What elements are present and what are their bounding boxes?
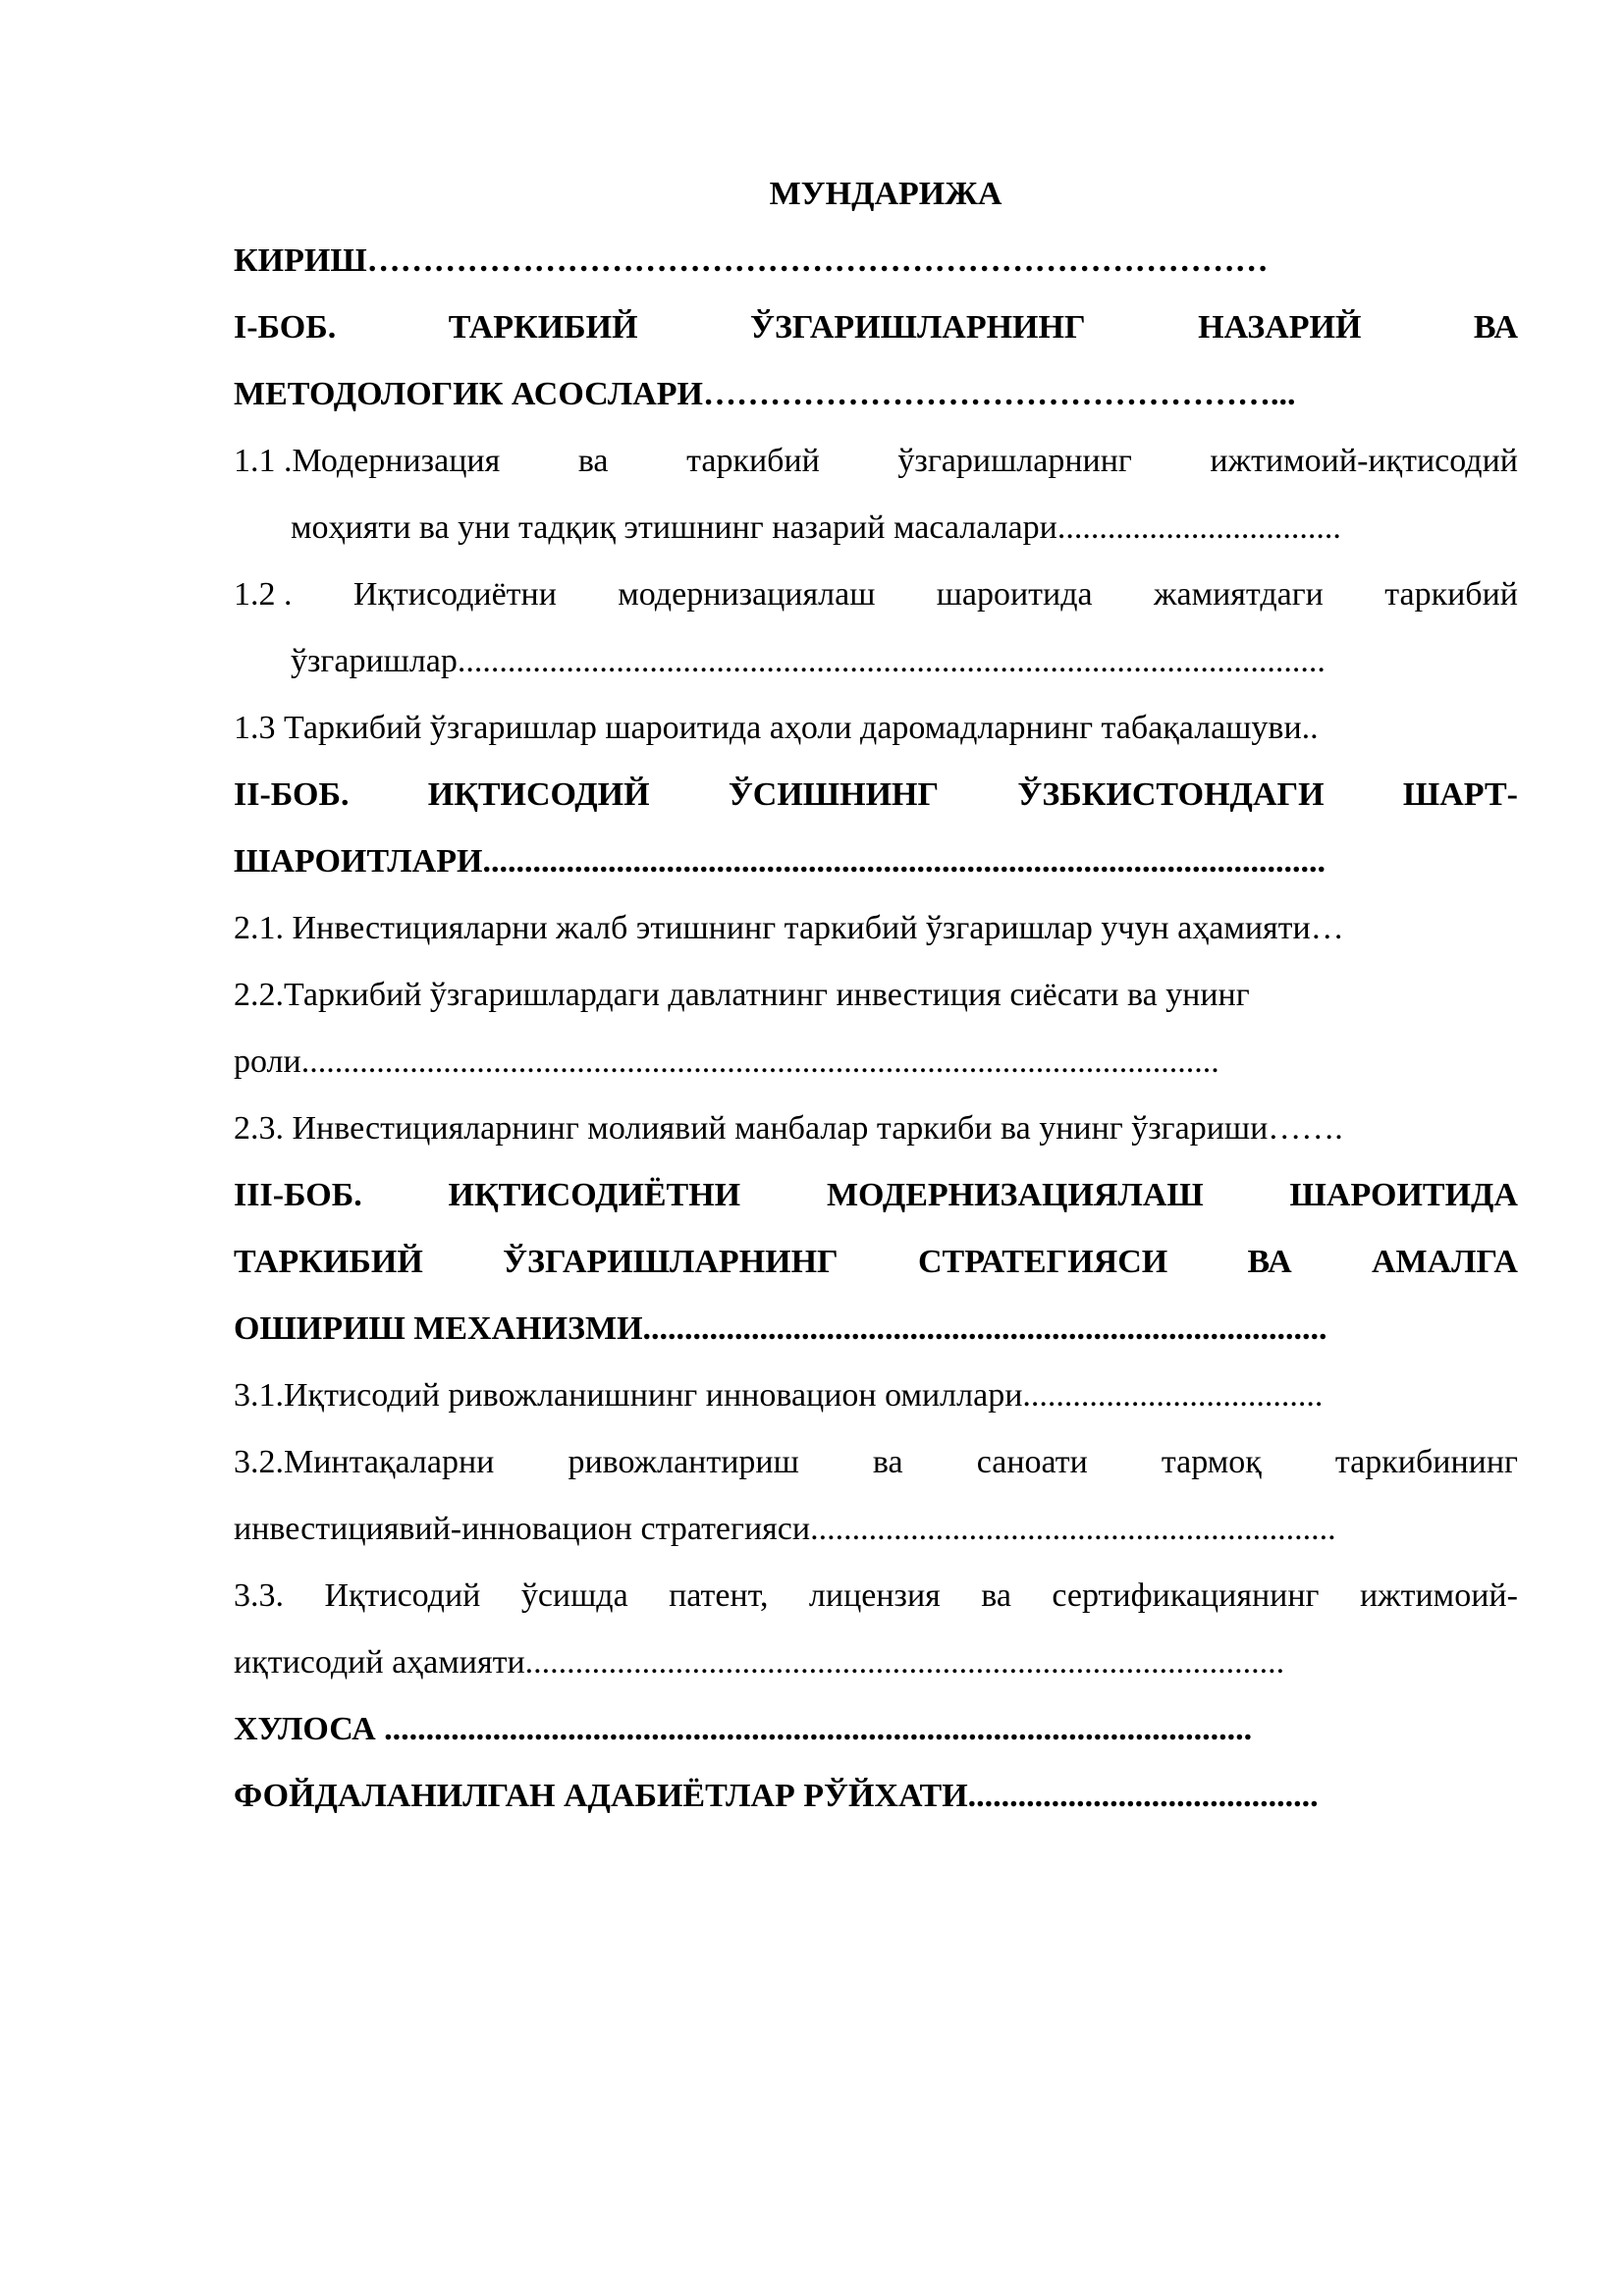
page-title: МУНДАРИЖА (769, 176, 1002, 212)
toc-word: модернизациялаш (618, 576, 876, 613)
toc-word: НАЗАРИЙ (1198, 309, 1362, 346)
toc-word: ЎЗГАРИШЛАРНИНГ (503, 1244, 839, 1280)
toc-word: АМАЛГА (1371, 1244, 1518, 1280)
toc-word: ШАРТ- (1402, 776, 1518, 813)
table-of-contents (234, 161, 1518, 1830)
toc-word: ИҚТИСОДИЙ (427, 776, 650, 813)
toc-word: I-БОБ. (234, 309, 337, 346)
toc-word: сертификациянинг (1052, 1577, 1320, 1614)
toc-word: II-БОБ. (234, 776, 350, 813)
toc-word: патент, (669, 1577, 769, 1614)
toc-word: таркибий (686, 443, 820, 479)
toc-word: 3.2.Минтақаларни (234, 1444, 495, 1480)
toc-chapter-1-line-1[interactable] (234, 294, 1518, 361)
toc-chapter-3-line-2[interactable] (234, 1229, 1518, 1296)
toc-section-2-3[interactable]: 2.3. Инвестицияларнинг молиявий манбалар таркиби ва унинг ўзгариши……. (234, 1110, 1343, 1147)
toc-section-1-1-line-2[interactable]: моҳияти ва уни тадқиқ этишнинг назарий масалалари.................................. (291, 509, 1341, 546)
toc-word: ЎЗБКИСТОНДАГИ (1017, 776, 1325, 813)
toc-chapter-2-line-2[interactable]: ШАРОИТЛАРИ..................................................................................................... (234, 843, 1326, 880)
toc-chapter-3-line-1[interactable] (234, 1162, 1518, 1229)
toc-word: ва (577, 443, 609, 479)
toc-word: ВА (1473, 309, 1518, 346)
toc-word: ТАРКИБИЙ (234, 1244, 423, 1280)
toc-section-3-3-line-1[interactable] (234, 1563, 1518, 1629)
toc-chapter-2-line-1[interactable] (234, 762, 1518, 828)
toc-section-1-2-line-2[interactable]: ўзгаришлар........................................................................................................ (291, 643, 1326, 679)
toc-section-2-1[interactable]: 2.1. Инвестицияларни жалб этишнинг таркибий ўзгаришлар учун аҳамияти… (234, 910, 1344, 946)
toc-section-3-1[interactable]: 3.1.Иқтисодий ривожланишнинг инновацион омиллари.................................... (234, 1377, 1324, 1414)
toc-chapter-3-line-3[interactable]: ОШИРИШ МЕХАНИЗМИ.................................................................................. (234, 1310, 1327, 1347)
toc-word: ва (872, 1444, 903, 1480)
toc-word: ва (981, 1577, 1011, 1614)
toc-entry-kirish[interactable]: КИРИШ……………………………………………………………………… (234, 242, 1269, 279)
toc-word: СТРАТЕГИЯСИ (918, 1244, 1168, 1280)
toc-word: лицензия (808, 1577, 941, 1614)
toc-word: ўзгаришларнинг (897, 443, 1132, 479)
toc-word: шароитида (936, 576, 1093, 613)
toc-word: саноати (976, 1444, 1088, 1480)
toc-word: ривожлантириш (568, 1444, 799, 1480)
toc-section-2-2-line-1[interactable]: 2.2.Таркибий ўзгаришлардаги давлатнинг инвестиция сиёсати ва унинг (234, 977, 1250, 1013)
toc-word: ВА (1247, 1244, 1292, 1280)
toc-entry-references[interactable]: ФОЙДАЛАНИЛГАН АДАБИЁТЛАР РЎЙХАТИ.......................................... (234, 1778, 1319, 1814)
toc-word: ижтимоий-иқтисодий (1210, 443, 1518, 479)
toc-word: ижтимоий- (1359, 1577, 1518, 1614)
toc-section-1-3[interactable]: 1.3 Таркибий ўзгаришлар шароитида аҳоли даромадларнинг табақалашуви.. (234, 710, 1319, 746)
toc-section-1-2-line-1[interactable] (234, 561, 1518, 628)
toc-chapter-1-line-2[interactable]: МЕТОДОЛОГИК АСОСЛАРИ……………………………………………... (234, 376, 1296, 412)
toc-section-3-2-line-1[interactable] (234, 1429, 1518, 1496)
toc-section-3-3-line-2[interactable]: иқтисодий аҳамияти........................................................................................... (234, 1644, 1285, 1681)
toc-word: 1.2 . (234, 576, 293, 613)
toc-word: тармоқ (1161, 1444, 1262, 1480)
toc-word: ТАРКИБИЙ (448, 309, 638, 346)
toc-word: ЎСИШНИНГ (728, 776, 940, 813)
toc-word: жамиятдаги (1153, 576, 1324, 613)
toc-word: МОДЕРНИЗАЦИЯЛАШ (826, 1177, 1204, 1213)
toc-word: 3.3. (234, 1577, 284, 1614)
toc-entry-xulosa[interactable]: ХУЛОСА ........................................................................................................ (234, 1711, 1253, 1747)
toc-section-1-1-line-1[interactable] (234, 428, 1518, 495)
toc-word: ЎЗГАРИШЛАРНИНГ (750, 309, 1086, 346)
toc-word: Иқтисодиётни (352, 576, 557, 613)
toc-word: 1.1 .Модернизация (234, 443, 501, 479)
toc-word: таркибининг (1334, 1444, 1518, 1480)
toc-word: Иқтисодий (324, 1577, 481, 1614)
toc-section-3-2-line-2[interactable]: инвестициявий-инновацион стратегияси............................................................... (234, 1511, 1336, 1547)
toc-word: таркибий (1384, 576, 1518, 613)
toc-word: ИҚТИСОДИЁТНИ (448, 1177, 741, 1213)
toc-word: III-БОБ. (234, 1177, 362, 1213)
toc-word: ўсишда (520, 1577, 628, 1614)
toc-section-2-2-line-2[interactable]: роли.............................................................................................................. (234, 1043, 1219, 1080)
toc-word: ШАРОИТИДА (1289, 1177, 1518, 1213)
